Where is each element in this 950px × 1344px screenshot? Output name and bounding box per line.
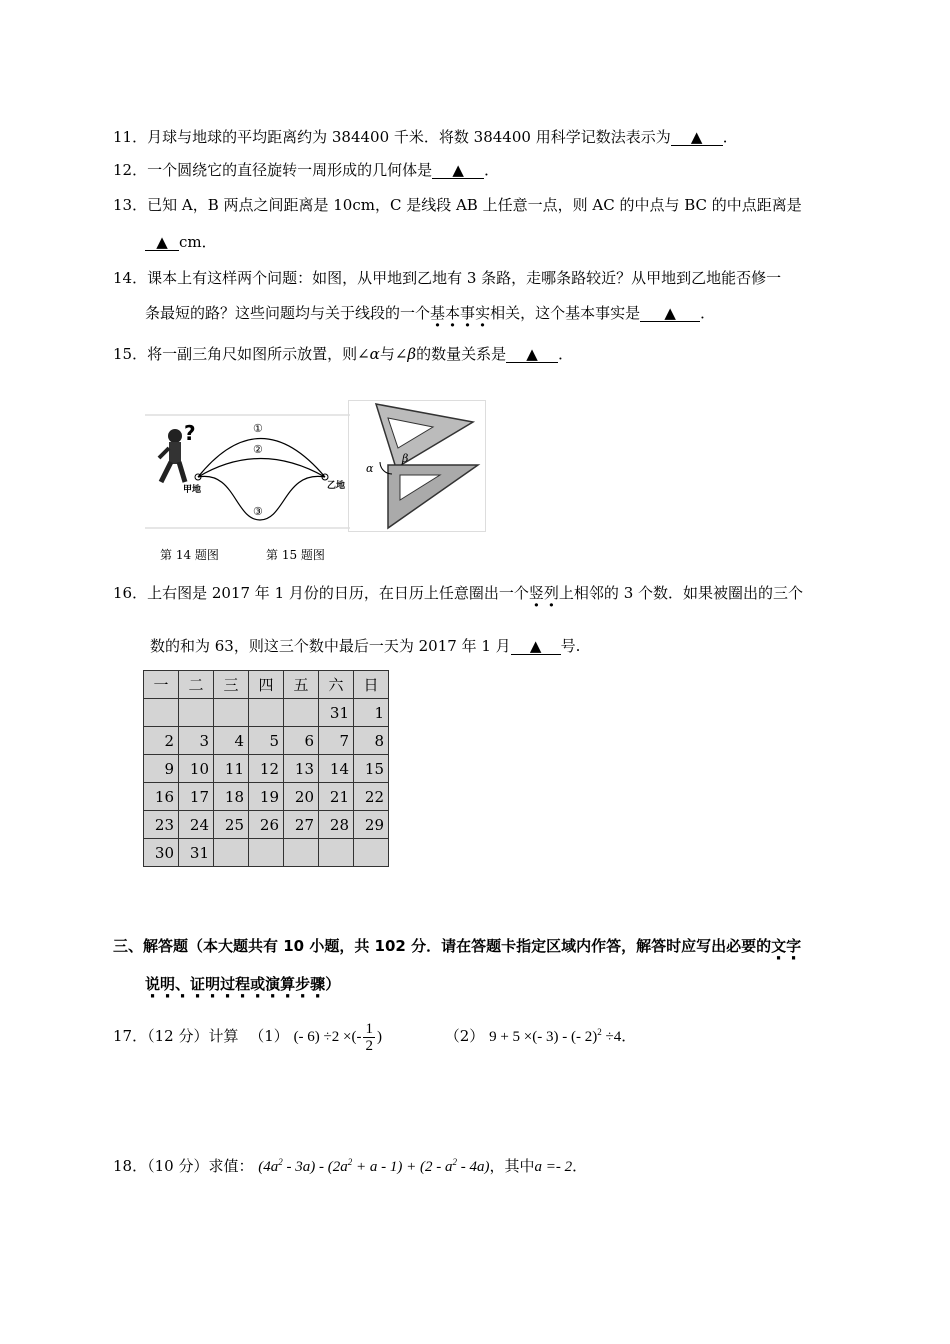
start-label: 甲地 [183, 485, 202, 495]
question-mark: ? [184, 421, 196, 445]
question-14-line2: 条最短的路？这些问题均与关于线段的一个基本事实相关，这个基本事实是 ▲ ． [145, 304, 716, 322]
question-12: 12．一个圆绕它的直径旋转一周形成的几何体是 ▲ ． [113, 161, 500, 179]
question-15: 15．将一副三角尺如图所示放置，则∠α与∠β的数量关系是 ▲ ． [113, 345, 574, 363]
fraction: $\frac{1}{2}$ [365, 1021, 373, 1055]
section-3-heading: 三、解答题（本大题共有 10 小题，共 102 分．请在答题卡指定区域内作答，解答时应写出必要的文字 [113, 937, 802, 955]
beta-label: β [402, 452, 409, 465]
question-11: 11．月球与地球的平均距离约为 384400 千米．将数 384400 用科学记数法表示为 ▲ ． [113, 128, 738, 146]
answer-blank: ▲ [671, 129, 723, 146]
expression: $(4a^2 - 3a) - (2a^2 + a - 1) + (2 - a^2 - 4a)$ [258, 1157, 490, 1175]
question-13: 13．已知 A，B 两点之间距离是 10cm，C 是线段 AB 上任意一点，则 AC 的中点与 BC 的中点距离是 [113, 196, 802, 214]
calendar-row: 9 10 11 12 13 14 15 [144, 755, 389, 783]
calendar-row: 23 24 25 26 27 28 29 [144, 811, 389, 839]
expression-2: 9 + 5 ×(- 3) - (- 2)$^2$ ÷4 [489, 1027, 622, 1045]
emphasized-text: 竖列 [528, 584, 559, 602]
question-13-line2: ▲ cm． [145, 232, 217, 252]
road-3-label: ③ [253, 505, 263, 518]
end-label: 乙地 [327, 481, 346, 491]
road-1-label: ① [253, 422, 263, 435]
calendar-header-row: 一 二 三 四 五 六 日 [144, 671, 389, 699]
road-2 [198, 459, 325, 478]
figure-14-caption: 第 14 题图 [160, 548, 219, 562]
figure-15-caption: 第 15 题图 [266, 548, 325, 562]
calendar-row: 31 1 [144, 699, 389, 727]
emphasized-text: 文字 [771, 937, 802, 955]
answer-blank: ▲ [145, 234, 179, 251]
section-3-heading-line2: 说明、 ·证明过程或演算步骤） [145, 974, 340, 994]
question-16-line2: 数的和为 63，则这三个数中最后一天为 2017 年 1 月 ▲ 号. [150, 637, 581, 655]
figure-14-roads [145, 400, 350, 532]
expression-1: (- 6) ÷2 ×(- $\frac{1}{2}$ ) [293, 1021, 382, 1055]
alpha-label: α [366, 462, 374, 475]
calendar-table [143, 670, 389, 867]
question-14: 14．课本上有这样两个问题：如图，从甲地到乙地有 3 条路，走哪条路较近？从甲地到乙地能否修一 [113, 269, 782, 287]
emphasized-text: 基本事实 [430, 304, 491, 322]
question-17: 17．（12 分）计算 （1） (- 6) ÷2 ×(- $\frac{1}{2}$ ) （2） 9 + 5 ×(- 3) - (- 2)$^2$ ÷4． [113, 1021, 637, 1055]
emphasized-text: 说明、 ·证明过程或演算步骤 [145, 975, 325, 993]
road-2-label: ② [253, 443, 263, 456]
answer-blank: ▲ [506, 346, 558, 363]
answer-blank: ▲ [511, 638, 561, 655]
question-18: 18．（10 分）求值： $(4a^2 - 3a) - (2a^2 + a - 1) + (2 - a^2 - 4a)$，其中a =- 2． [113, 1157, 588, 1175]
calendar-row: 30 31 [144, 839, 389, 867]
question-16: 16．上右图是 2017 年 1 月份的日历，在日历上任意圈出一个竖列上相邻的 3 个数．如果被圈出的三个 [113, 584, 804, 602]
calendar-row: 2 3 4 5 6 7 8 [144, 727, 389, 755]
figure-15-set-squares [348, 400, 486, 532]
answer-blank: ▲ [640, 305, 700, 322]
answer-blank: ▲ [432, 162, 484, 179]
person-icon [159, 429, 185, 482]
calendar-row: 16 17 18 19 20 21 22 [144, 783, 389, 811]
